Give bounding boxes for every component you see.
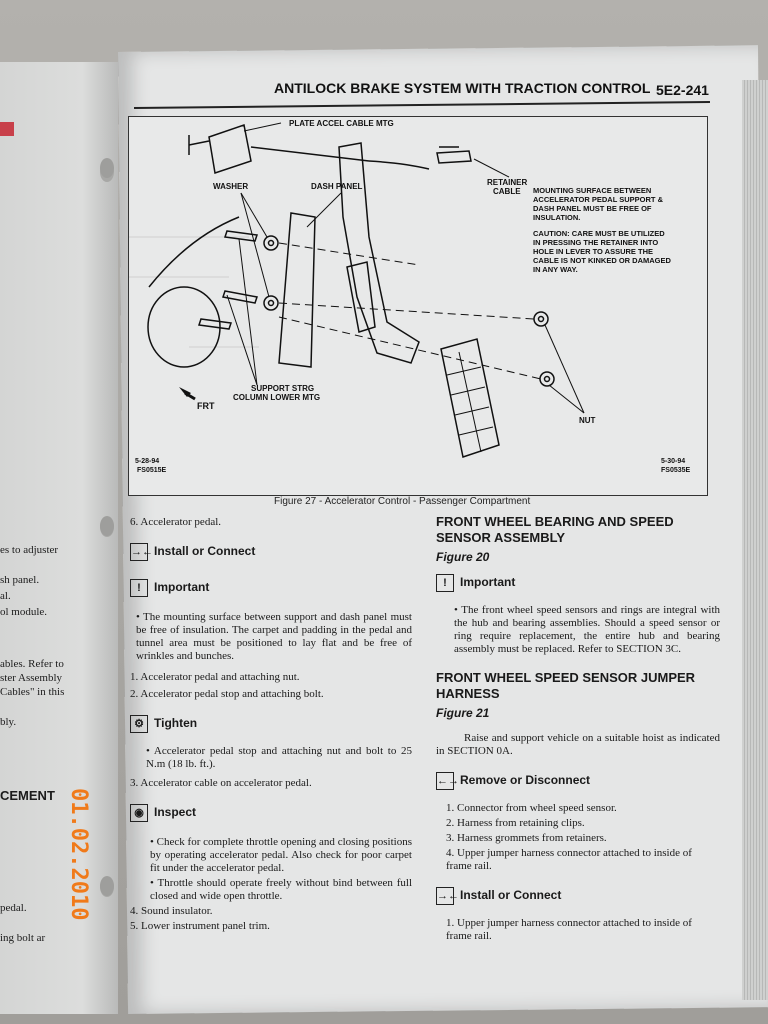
step: 2. Harness from retaining clips. <box>446 817 585 829</box>
note-mounting-line-4: INSULATION. <box>533 213 581 222</box>
remove-disconnect-icon: ←→ <box>436 772 454 790</box>
left-text-line: al. <box>0 590 11 602</box>
wrench-icon: ⚙ <box>130 715 148 733</box>
important-icon: ! <box>436 574 454 592</box>
step: 4. Upper jumper harness connector attached to inside of frame rail. <box>446 847 692 872</box>
tighten-heading-row <box>130 715 412 733</box>
note-caution-line-3: HOLE IN LEVER TO ASSURE THE <box>533 247 654 256</box>
install-connect-icon: →← <box>130 543 148 561</box>
section-title-jumper: FRONT WHEEL SPEED SENSOR JUMPER HARNESS <box>436 670 696 701</box>
label-cable: CABLE <box>493 187 521 196</box>
label-washer: WASHER <box>213 182 249 191</box>
important-note-text: The mounting surface between support and dash panel must be free of insulation. The carpet and padding in the pedal and tunnel area must be positioned to lay flat and be free of wrinkles and bunches. <box>136 611 412 662</box>
inspect-bullet-text: Throttle should operate freely without bind between full closed and wide open throttle. <box>150 877 413 902</box>
page-number: 5E2-241 <box>656 82 709 98</box>
inspect-heading: Inspect <box>154 805 197 820</box>
binder-hole <box>100 158 114 178</box>
left-text-line: es to adjuster <box>0 544 59 556</box>
label-support-line-2: COLUMN LOWER MTG <box>233 393 321 402</box>
date-stamp <box>66 782 96 982</box>
left-text-line: Cables" in this <box>0 686 65 698</box>
install-heading-row <box>436 887 720 905</box>
inspect-bullet-text: Check for complete throttle opening and closing positions by operating accelerator pedal. Also check for poor carpet fit under the accelerator pedal. <box>150 836 412 874</box>
binder-hole <box>100 876 114 896</box>
left-text-line: ol module. <box>0 606 48 618</box>
step: 1. Accelerator pedal and attaching nut. <box>130 671 300 683</box>
important-icon: ! <box>130 579 148 597</box>
inspect-bullet: • Throttle should operate freely without bind between full closed and wide open throttle. <box>150 877 413 902</box>
left-text-line: sh panel. <box>0 574 40 586</box>
note-caution-line-1: CAUTION: CARE MUST BE UTILIZED <box>533 229 665 238</box>
page-title: ANTILOCK BRAKE SYSTEM WITH TRACTION CONTROL <box>274 80 651 96</box>
intro-step: 6. Accelerator pedal. <box>130 516 222 528</box>
note-mounting-line-2: ACCELERATOR PEDAL SUPPORT & <box>533 195 664 204</box>
left-column <box>130 516 412 933</box>
label-dash-panel: DASH PANEL <box>311 182 363 191</box>
inspect-bullet: • Check for complete throttle opening and closing positions by operating accelerator pedal. Also check for poor carpet fit under the accelerator pedal. <box>150 836 412 874</box>
figure-ref-20: Figure 20 <box>436 550 490 564</box>
important-heading: Important <box>460 575 516 590</box>
step: 3. Accelerator cable on accelerator pedal. <box>130 777 312 789</box>
left-page <box>0 62 118 1014</box>
section-title-bearing: FRONT WHEEL BEARING AND SPEED SENSOR ASSEMBLY <box>436 514 674 545</box>
important-heading-row <box>436 574 720 592</box>
page-stack-edges <box>742 80 768 1000</box>
install-heading-row <box>130 543 412 561</box>
label-support-line-1: SUPPORT STRG <box>251 384 315 393</box>
cover-edge <box>0 122 14 136</box>
tighten-note-text: Accelerator pedal stop and attaching nut and bolt to 25 N.m (18 lb. ft.). <box>146 745 412 770</box>
figure-caption: Figure 27 - Accelerator Control - Passenger Compartment <box>274 496 531 507</box>
install-heading: Install or Connect <box>154 544 256 559</box>
step: 1. Upper jumper harness connector attached to inside of frame rail. <box>446 917 692 942</box>
figure-code-right-1: 5-30-94 <box>661 458 686 465</box>
tighten-note: • Accelerator pedal stop and attaching nut and bolt to 25 N.m (18 lb. ft.). <box>146 745 412 770</box>
figure-code-left-1: 5-28-94 <box>135 458 160 465</box>
tighten-heading: Tighten <box>154 716 198 731</box>
note-mounting-line-1: MOUNTING SURFACE BETWEEN <box>533 186 652 195</box>
step: 3. Harness grommets from retainers. <box>446 832 607 844</box>
step: 1. Connector from wheel speed sensor. <box>446 802 617 814</box>
figure-ref-21: Figure 21 <box>436 706 490 720</box>
figure-illustration <box>128 116 708 496</box>
left-text-line: ster Assembly <box>0 672 63 684</box>
left-text-line: ables. Refer to <box>0 658 64 670</box>
important-note-text: The front wheel speed sensors and rings are integral with the hub and bearing assemblies. Should a speed sensor or ring require replacement, the entire hub and bearing assembly must be replaced. Refer to SECTION 3C. <box>454 604 720 655</box>
important-note: • The front wheel speed sensors and rings are integral with the hub and bearing assemblies. Should a speed sensor or ring require replacement, the entire hub and bearing assembly must be replaced. Refer to SECTION 3C. <box>454 604 720 655</box>
label-retainer: RETAINER <box>487 178 528 187</box>
left-text-line: bly. <box>0 716 17 728</box>
step: 2. Accelerator pedal stop and attaching bolt. <box>130 688 324 700</box>
left-heading: CEMENT <box>0 788 55 803</box>
label-front: FRT <box>197 401 215 411</box>
left-text-line: ing bolt ar <box>0 932 46 944</box>
figure-code-right-2: FS0535E <box>661 467 691 474</box>
step: 4. Sound insulator. <box>130 905 213 917</box>
figure-code-left-2: FS0515E <box>137 467 167 474</box>
right-column <box>436 514 720 943</box>
label-plate-accel-cable: PLATE ACCEL CABLE MTG <box>289 119 394 128</box>
left-text-line: pedal. <box>0 902 27 914</box>
raise-instruction: Raise and support vehicle on a suitable hoist as indicated in SECTION 0A. <box>436 732 720 757</box>
binder-hole <box>100 516 114 536</box>
note-mounting-line-3: DASH PANEL MUST BE FREE OF <box>533 204 652 213</box>
step: 5. Lower instrument panel trim. <box>130 920 270 932</box>
remove-heading-row <box>436 772 720 790</box>
important-note: • The mounting surface between support and dash panel must be free of insulation. The carpet and padding in the pedal and tunnel area must be positioned to lay flat and be free of wrinkles and bunches. <box>136 611 412 662</box>
note-caution-line-5: IN ANY WAY. <box>533 265 578 274</box>
inspect-icon: ◉ <box>130 804 148 822</box>
remove-heading: Remove or Disconnect <box>460 773 591 788</box>
label-nut: NUT <box>579 416 596 425</box>
important-heading-row <box>130 579 412 597</box>
note-caution-line-4: CABLE IS NOT KINKED OR DAMAGED <box>533 256 671 265</box>
install-heading: Install or Connect <box>460 888 562 903</box>
important-heading: Important <box>154 580 210 595</box>
inspect-heading-row <box>130 804 412 822</box>
install-connect-icon: →← <box>436 887 454 905</box>
date-stamp-text: 01.02.2010 <box>66 788 91 921</box>
note-caution-line-2: IN PRESSING THE RETAINER INTO <box>533 238 659 247</box>
